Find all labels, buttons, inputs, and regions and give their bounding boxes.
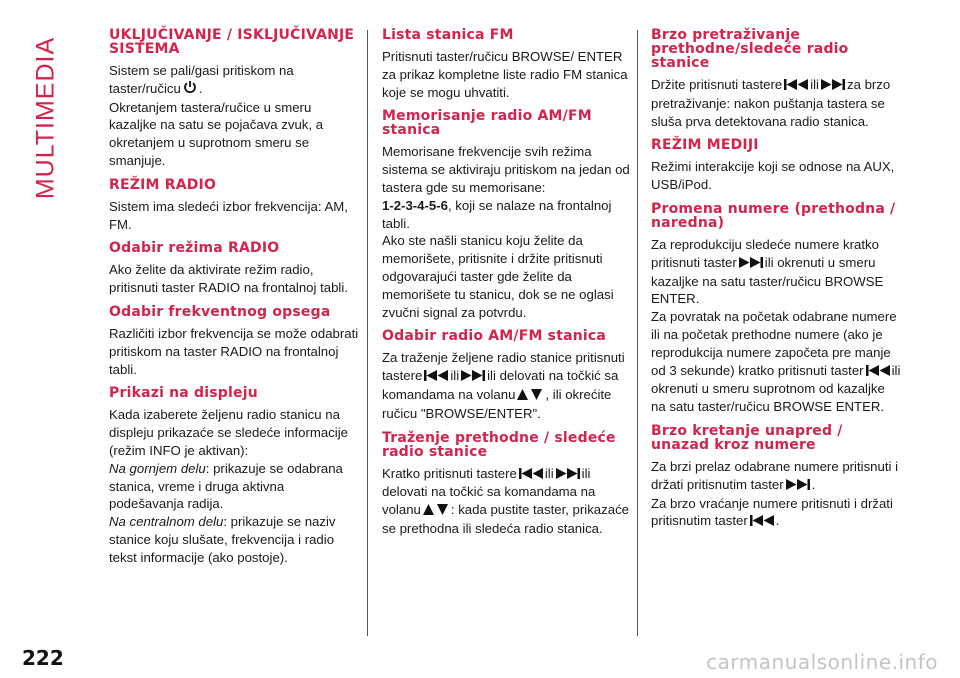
paragraph: Pritisnuti taster/ručicu BROWSE/ ENTER za prikaz kompletne liste radio FM stanica koje se mogu uhvatiti. (382, 49, 628, 100)
paragraph: Kada izaberete željenu radio stanicu na displeju prikazaće se sledeće informacije (režim INFO je aktivan): (109, 407, 348, 458)
column-2 (382, 28, 632, 538)
heading-frequency-band: Odabir frekventnog opsega (109, 303, 331, 320)
paragraph: Za reprodukciju sledeće numere kratko pritisnuti taster ili okrenuti u smeru kazaljke na satu taster/ručicu BROWSE ENTER. (651, 236, 884, 307)
paragraph: Sistem ima sledeći izbor frekvencija: AM, FM. (109, 198, 348, 232)
heading-system-power: UKLJUČIVANJE / ISKLJUČIVANJE SISTEMA (109, 27, 355, 57)
paragraph: Ako želite da aktivirate režim radio, pritisnuti taster RADIO na frontalnoj tabli. (109, 262, 348, 296)
heading-select-station: Odabir radio AM/FM stanica (382, 328, 607, 345)
column-divider (367, 30, 368, 636)
next-track-icon (821, 77, 845, 95)
next-track-icon (461, 368, 485, 386)
heading-fm-list: Lista stanica FM (382, 27, 514, 43)
paragraph: Sistem se pali/gasi pritiskom na taster/ručicu . (109, 62, 359, 99)
previous-track-icon (424, 368, 448, 386)
paragraph: Kratko pritisnuti tastere ili ili delovati na točkić sa komandama na volanu : kada pustite taster, prikazaće se prethodna ili sledeća radio stanica. (382, 465, 630, 536)
paragraph: Za traženje željene radio stanice pritisnuti tastere ili ili delovati na točkić sa komandama na volanu , ili okrećite ručicu "BROWSE/ENTER". (382, 350, 625, 421)
next-track-icon (786, 477, 810, 495)
steering-up-down-icon (517, 387, 543, 405)
heading-display: Prikazi na displeju (109, 385, 258, 402)
next-track-icon (556, 466, 580, 484)
paragraph: Režimi interakcije koji se odnose na AUX, USB/iPod. (651, 159, 895, 193)
column-3 (651, 28, 903, 531)
previous-track-icon (784, 77, 808, 95)
paragraph: Na gornjem delu: prikazuje se odabrana stanica, vreme i druga aktivna podešavanja radija. (109, 460, 343, 512)
paragraph: Različiti izbor frekvencija se može odabrati pritiskom na taster RADIO na frontalnoj tabli. (109, 325, 359, 377)
heading-select-radio-mode: Odabir režima RADIO (109, 240, 280, 257)
steering-up-down-icon (423, 502, 449, 520)
paragraph: Okretanjem tastera/ručice u smeru kazaljke na satu se pojačava zvuk, a okretanjem u suprotnom smeru se smanjuje. (109, 99, 324, 168)
paragraph: Za povratak na početak odabrane numere ili na početak prethodne numere (ako je reprodukcija numere započeta pre manje od 3 sekunde) kratko pritisnuti taster ili okrenuti u smeru suprotnom od kazaljke na satu taster/ručicu BROWSE ENTER. (651, 309, 901, 415)
previous-track-icon (519, 466, 543, 484)
heading-track-change: Promena numere (prethodna / naredna) (651, 200, 896, 231)
heading-radio-mode: REŽIM RADIO (109, 176, 217, 193)
heading-media-mode: REŽIM MEDIJI (651, 137, 759, 154)
heading-prev-next-station: Traženje prethodne / sledeće radio stanice (382, 429, 616, 460)
heading-fast-forward-rewind: Brzo kretanje unapred / unazad kroz numere (651, 422, 843, 453)
paragraph: Ako ste našli stanicu koju želite da memorišete, pritisnite i držite pritisnuti odgovarajući taster gde želite da memorišete tu stanicu, dok se ne oglasi zvučni signal za potvrdu. (382, 233, 614, 320)
paragraph: Za brzo vraćanje numere pritisnuti i držati pritisnutim taster . (651, 495, 903, 532)
power-icon (183, 80, 197, 99)
paragraph: Za brzi prelaz odabrane numere pritisnuti i držati pritisnutim taster . (651, 458, 903, 495)
previous-track-icon (866, 363, 890, 381)
paragraph: 1-2-3-4-5-6, koji se nalaze na frontalnoj tabli. (382, 197, 612, 231)
watermark: carmanualsonline.info (706, 650, 938, 674)
column-divider (637, 30, 638, 636)
section-side-label: MULTIMEDIA (31, 36, 60, 200)
heading-fast-search: Brzo pretraživanje prethodne/sledeće radio stanice (651, 27, 849, 71)
previous-track-icon (750, 513, 774, 531)
paragraph: Držite pritisnuti tastere ili za brzo pretraživanje: nakon puštanja tastera se sluša prva detektovana radio stanica. (651, 77, 891, 129)
heading-memorize-stations: Memorisanje radio AM/FM stanica (382, 108, 592, 139)
column-1 (109, 28, 359, 567)
next-track-icon (739, 255, 763, 273)
paragraph: Memorisane frekvencije svih režima sistema se aktiviraju pritiskom na jedan od tastera gde su memorisane: (382, 144, 630, 195)
paragraph: Na centralnom delu: prikazuje se naziv stanice koju slušate, frekvencija i radio tekst informacije (ako postoje). (109, 514, 336, 565)
page-number: 222 (22, 646, 64, 670)
